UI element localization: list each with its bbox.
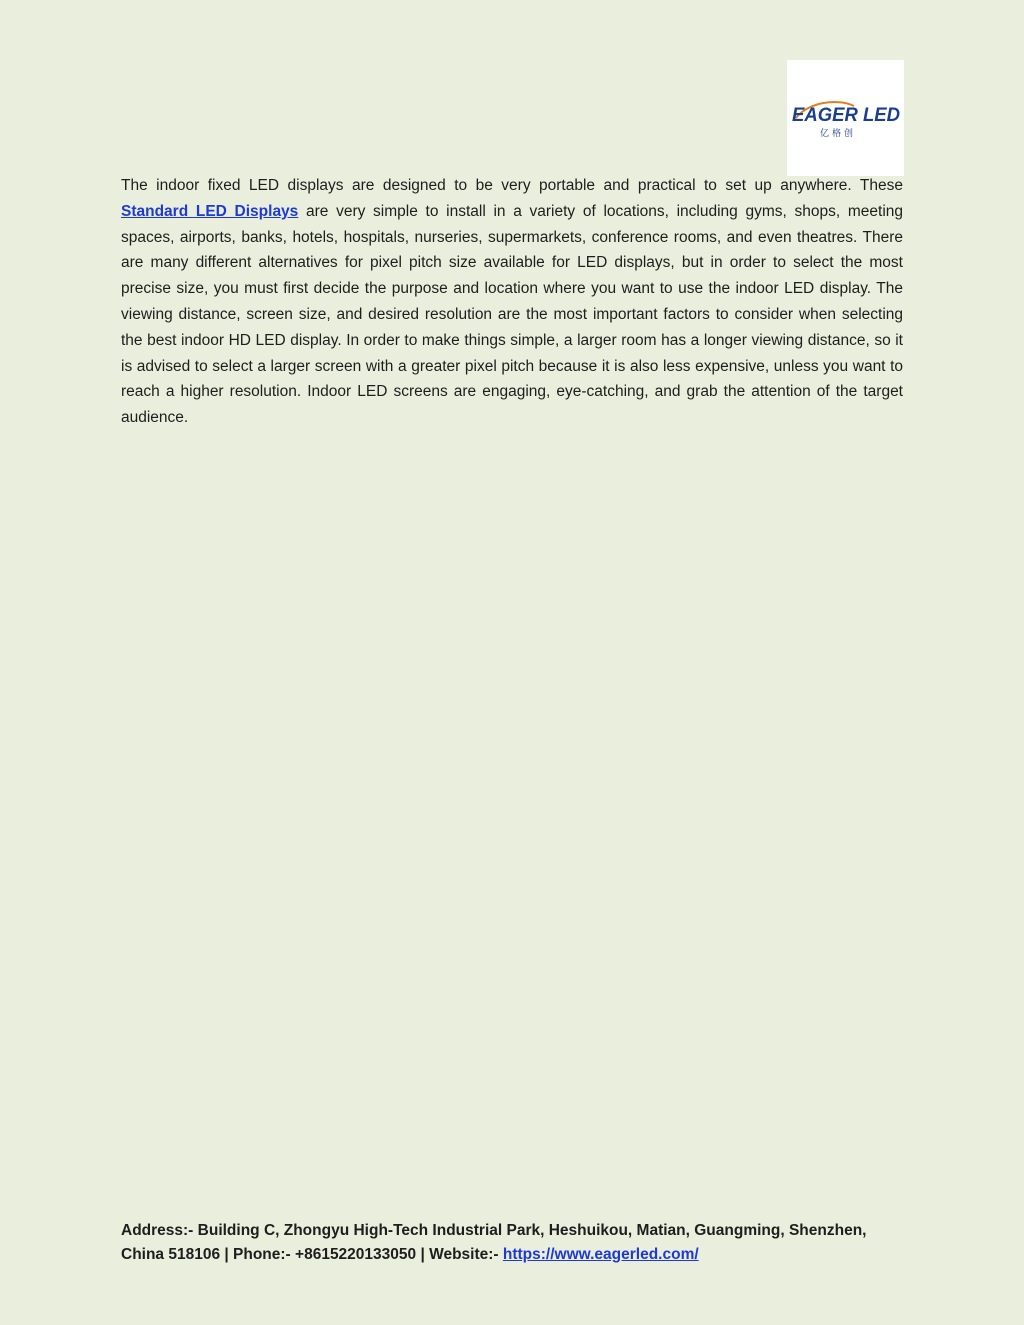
footer-address: Address:- Building C, Zhongyu High-Tech Industrial Park, Heshuikou, Matian, Guangming, Shenzhen,: [121, 1222, 867, 1239]
footer-contact: [121, 1219, 921, 1267]
logo-subtext: 亿格创: [819, 129, 856, 139]
body-paragraph: [121, 173, 903, 431]
standard-led-displays-link[interactable]: Standard LED Displays: [121, 202, 299, 220]
company-logo: [787, 60, 904, 176]
body-intro-text: The indoor fixed LED displays are designed to be very portable and practical to set up anywhere. These: [121, 177, 903, 194]
eager-led-logo: [790, 96, 902, 140]
body-rest-text: are very simple to install in a variety of locations, including gyms, shops, meeting spaces, airports, banks, hotels, hospitals, nurseries, supermarkets, conference rooms, and even theatres. There are many different alternatives for pixel pitch size available for LED displays, but in order to select the most precise size, you must first decide the purpose and location where you want to use the indoor LED display. The viewing distance, screen size, and desired resolution are the most important factors to consider when selecting the best indoor HD LED display. In order to make things simple, a larger room has a longer viewing distance, so it is advised to select a larger screen with a greater pixel pitch because it is also less expensive, unless you want to reach a higher resolution. Indoor LED screens are engaging, eye-catching, and grab the attention of the target audience.: [121, 202, 903, 427]
footer-contact-line: China 518106 | Phone:- +8615220133050 | Website:-: [121, 1246, 503, 1263]
website-link[interactable]: https://www.eagerled.com/: [502, 1246, 699, 1263]
logo-wordmark: EAGER LED: [791, 105, 900, 126]
